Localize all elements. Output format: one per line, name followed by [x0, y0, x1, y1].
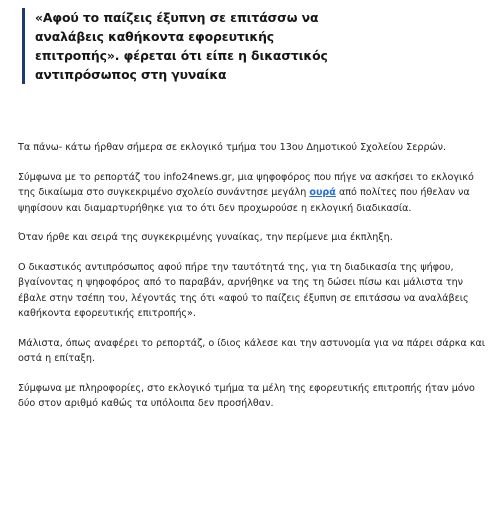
paragraph-text: από πολίτες που ήθελαν να ψηφίσουν και διαμαρτυρήθηκε για το ότι δεν προχωρούσε η εκλογική διαδικασία. — [18, 187, 470, 214]
queue-link[interactable]: ουρά — [309, 187, 336, 198]
paragraph-report — [18, 170, 486, 217]
paragraph-committee — [18, 381, 486, 412]
paragraph-police — [18, 336, 486, 367]
paragraph-surprise — [18, 230, 486, 246]
pull-quote — [22, 8, 335, 84]
paragraph-text: Τα πάνω- κάτω ήρθαν σήμερα σε εκλογικό τμήμα του 13ου Δημοτικού Σχολείου Σερρών. — [18, 142, 447, 153]
article-body — [18, 140, 486, 426]
paragraph-text: Όταν ήρθε και σειρά της συγκεκριμένης γυναίκας, την περίμενε μια έκπληξη. — [18, 232, 393, 243]
pull-quote-text: «Αφού το παίζεις έξυπνη σε επιτάσσω να αναλάβεις καθήκοντα εφορευτικής επιτροπής». φέρεται ότι είπε η δικαστικός αντιπρόσωπος στη γυναίκα — [35, 10, 328, 82]
paragraph-intro — [18, 140, 486, 156]
paragraph-text: Ο δικαστικός αντιπρόσωπος αφού πήρε την ταυτότητά της, για τη διαδικασία της ψήφου, βγαίνοντας η ψηφοφόρος από το παραβάν, αρνήθηκε να της τη δώσει πίσω και μάλιστα την έβαλε στην τσέπη του, λέγοντάς της ότι «αφού το παίζεις έξυπνη σε επιτάσσω να αναλάβεις καθήκοντα εφορευτικής επιτροπής». — [18, 261, 469, 319]
paragraph-text: Σύμφωνα με πληροφορίες, στο εκλογικό τμήμα τα μέλη της εφορευτικής επιτροπής ήταν μόνο δύο στον αριθμό καθώς τα υπόλοιπα δεν προσήλθαν. — [18, 382, 475, 409]
paragraph-text: Μάλιστα, όπως αναφέρει το ρεπορτάζ, ο ίδιος κάλεσε και την αστυνομία για να πάρει σάρκα και οστά η επίταξη. — [18, 337, 486, 364]
paragraph-text: Σύμφωνα με το ρεπορτάζ του info24news.gr, μια ψηφοφόρος που πήγε να ασκήσει το εκλογικό της δικαίωμα στο συγκεκριμένο σχολείο συνάντησε μεγάλη — [18, 171, 474, 198]
paragraph-id-card — [18, 260, 486, 322]
